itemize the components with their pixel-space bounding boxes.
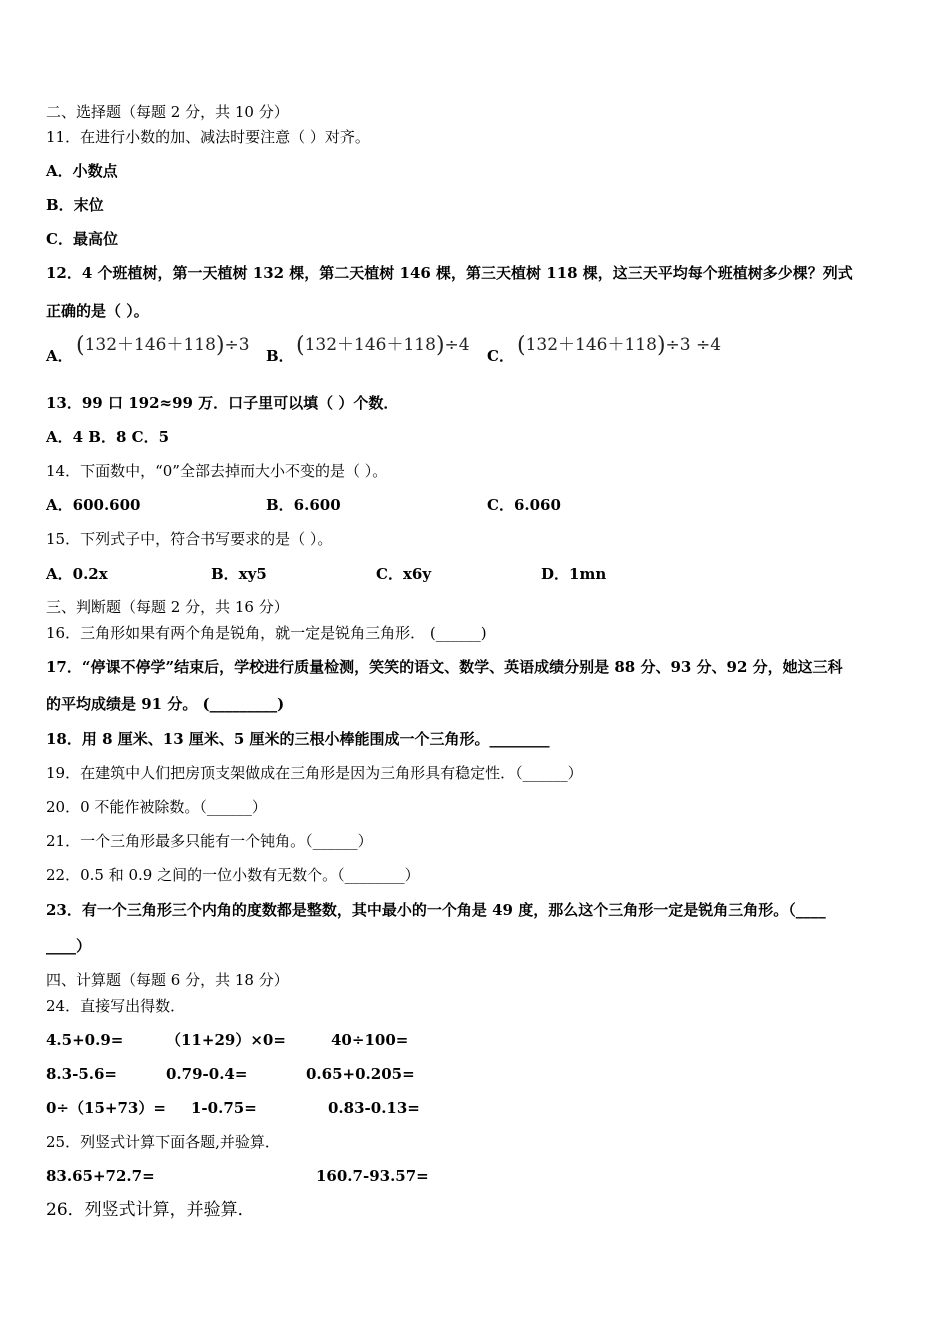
q12-stem-line1: 12．4 个班植树，第一天植树 132 棵，第二天植树 146 棵，第三天植树 118 棵，这三天平均每个班植树多少棵？列式	[46, 264, 853, 282]
section-4-heading: 四、计算题（每题 6 分，共 18 分）	[46, 971, 289, 989]
q14-stem: 14．下面数中，“0”全部去掉而大小不变的是（ ）。	[46, 462, 388, 480]
q12-option-a-expr: 132＋146＋118	[84, 335, 216, 355]
q14-option-b: B．6.600	[266, 496, 341, 514]
q15-stem: 15．下列式子中，符合书写要求的是（ ）。	[46, 530, 333, 548]
q24-stem: 24．直接写出得数．	[46, 997, 186, 1015]
q24-r2-c3: 0.65+0.205=	[306, 1065, 415, 1083]
q14-option-a: A．600.600	[46, 496, 141, 514]
q11-option-a: A．小数点	[46, 162, 118, 180]
q14-option-c: C．6.060	[487, 496, 561, 514]
q12-option-a-formula: (132＋146＋118)÷3	[76, 333, 250, 358]
q24-r3-c2: 1-0.75=	[191, 1099, 257, 1117]
q12-option-b-formula: (132＋146＋118)÷4	[296, 333, 470, 358]
q26-stem: 26．列竖式计算，并验算．	[46, 1200, 255, 1220]
q12-option-b-tail: ÷4	[444, 335, 470, 355]
q12-option-a-tail: ÷3	[224, 335, 250, 355]
q22: 22．0.5 和 0.9 之间的一位小数有无数个。（________）	[46, 866, 420, 884]
q24-r3-c3: 0.83-0.13=	[328, 1099, 420, 1117]
q18: 18．用 8 厘米、13 厘米、5 厘米的三根小棒能围成一个三角形。________	[46, 730, 550, 748]
q13-options: A．4 B．8 C．5	[46, 428, 170, 446]
q12-option-a-label: A．	[46, 347, 73, 365]
q23-line2: ____）	[46, 937, 92, 955]
q15-option-c: C．x6y	[376, 565, 432, 583]
q20: 20．0 不能作被除数。（______）	[46, 798, 267, 816]
q12-option-b-expr: 132＋146＋118	[304, 335, 436, 355]
q17-line1: 17．“停课不停学”结束后，学校进行质量检测，笑笑的语文、数学、英语成绩分别是 88 分、93 分、92 分，她这三科	[46, 658, 843, 676]
q12-option-b-label: B．	[266, 347, 294, 365]
q12-option-c-tail: ÷3 ÷4	[665, 335, 722, 355]
q11-option-c: C．最高位	[46, 230, 118, 248]
q12-option-c-expr: 132＋146＋118	[525, 335, 657, 355]
section-2-heading: 二、选择题（每题 2 分，共 10 分）	[46, 103, 289, 121]
q24-r1-c2: （11+29）×0=	[166, 1031, 286, 1049]
q12-stem-line2: 正确的是（ ）。	[46, 302, 149, 320]
q12-option-c-label: C．	[487, 347, 514, 365]
q12-option-c-formula: (132＋146＋118)÷3 ÷4	[517, 333, 722, 358]
q24-r1-c3: 40÷100=	[331, 1031, 409, 1049]
q25-stem: 25．列竖式计算下面各题,并验算．	[46, 1133, 280, 1151]
q24-r2-c2: 0.79-0.4=	[166, 1065, 248, 1083]
q11-option-b: B．末位	[46, 196, 104, 214]
q21: 21．一个三角形最多只能有一个钝角。（______）	[46, 832, 373, 850]
q23-line1: 23．有一个三角形三个内角的度数都是整数，其中最小的一个角是 49 度，那么这个三角形一定是锐角三角形。（____	[46, 901, 826, 919]
section-3-heading: 三、判断题（每题 2 分，共 16 分）	[46, 598, 289, 616]
q11-stem: 11．在进行小数的加、减法时要注意（ ）对齐。	[46, 128, 370, 146]
q24-r3-c1: 0÷（15+73）=	[46, 1099, 166, 1117]
q24-r1-c1: 4.5+0.9=	[46, 1031, 124, 1049]
q25-expr-2: 160.7-93.57=	[316, 1167, 429, 1185]
q24-r2-c1: 8.3-5.6=	[46, 1065, 117, 1083]
q25-expr-1: 83.65+72.7=	[46, 1167, 155, 1185]
q15-option-a: A．0.2x	[46, 565, 108, 583]
q19: 19．在建筑中人们把房顶支架做成在三角形是因为三角形具有稳定性．（______）	[46, 764, 583, 782]
q13-stem: 13．99 口 192≈99 万．口子里可以填（ ）个数．	[46, 394, 399, 412]
q17-line2: 的平均成绩是 91 分。 (_________)	[46, 695, 285, 713]
q16: 16．三角形如果有两个角是锐角，就一定是锐角三角形． (______)	[46, 624, 487, 642]
q15-option-b: B．xy5	[211, 565, 267, 583]
q15-option-d: D．1mn	[541, 565, 607, 583]
